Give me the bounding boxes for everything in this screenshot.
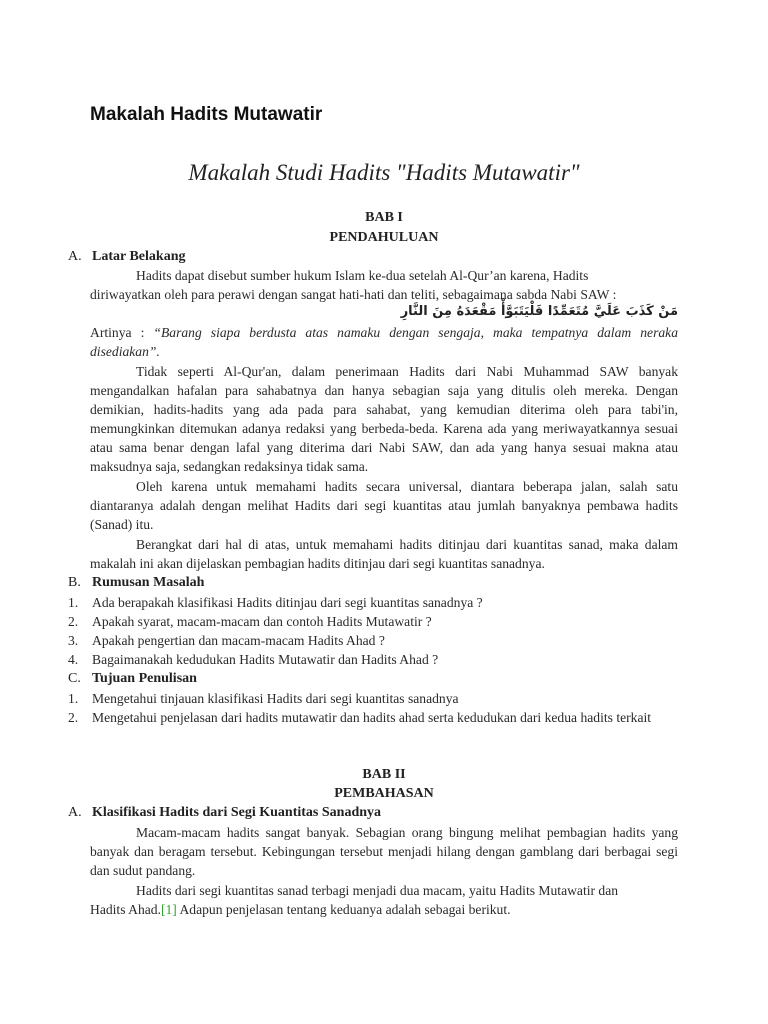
- section-a-heading: [68, 803, 381, 822]
- section-letter: A.: [68, 249, 82, 264]
- translation-text: “Barang siapa berdusta atas namaku dengan sengaja, maka tempatnya dalam neraka disediakan”.: [90, 325, 678, 359]
- bab2-name: PEMBAHASAN: [334, 786, 434, 801]
- list-number: 4.: [68, 652, 79, 667]
- paragraph: Macam-macam hadits sangat banyak. Sebagian orang bingung melihat pembagian hadits yang banyak dan beragam tersebut. Kebingungan tersebut menjadi hilang dengan gamblang dari berbagai segi dan sudut pandang.: [90, 825, 678, 878]
- section-letter: C.: [68, 671, 81, 686]
- bab1-name: PENDAHULUAN: [329, 230, 439, 245]
- paragraph-line: diriwayatkan oleh para perawi dengan sangat hati-hati dan teliti, sebagaimana sabda Nabi SAW :: [90, 287, 617, 302]
- bab2-label: BAB II: [362, 767, 406, 782]
- list-text: Apakah pengertian dan macam-macam Hadits Ahad ?: [92, 633, 385, 648]
- paragraph-line: Hadits dapat disebut sumber hukum Islam ke-dua setelah Al-Qur’an karena, Hadits: [136, 268, 589, 283]
- list-text: Ada berapakah klasifikasi Hadits ditinjau dari segi kuantitas sanadnya ?: [92, 595, 483, 610]
- paragraph-text: Adapun penjelasan tentang keduanya adalah sebagai berikut.: [176, 902, 511, 917]
- list-number: 2.: [68, 614, 79, 629]
- arabic-hadith-text: مَنْ كَذَبَ عَلَيَّ مُتَعَمِّدًا فَلْيَتَبَوَّأْ مَقْعَدَهُ مِنَ النَّارِ: [400, 304, 678, 319]
- footnote-link[interactable]: [1]: [160, 902, 177, 917]
- section-b-heading: [68, 573, 204, 592]
- main-title: Makalah Studi Hadits "Hadits Mutawatir": [188, 160, 580, 185]
- bab1-label: BAB I: [365, 210, 403, 225]
- section-title: Rumusan Masalah: [92, 575, 205, 590]
- paragraph: Tidak seperti Al-Qur'an, dalam penerimaan Hadits dari Nabi Muhammad SAW banyak mengandalkan hafalan para sahabatnya dan hanya sebagian saja yang ditulis oleh mereka. Dengan demikian, hadits-hadits yang ada pada para sahabat, yang kemudian diterima oleh para tabi'in, memungkinkan ditemukan adanya redaksi yang berbeda-beda. Karena ada yang meriwayatkannya sesuai atau sama benar dengan lafal yang diterima dari Nabi SAW, dan ada yang hanya sesuai makna atau maksudnya saja, sedangkan redaksinya tidak sama.: [90, 364, 678, 474]
- list-item: [68, 612, 678, 631]
- paragraph: Oleh karena untuk memahami hadits secara universal, diantara beberapa jalan, salah satu diantaranya adalah dengan melihat Hadits dari segi kuantitas atau jumlah banyaknya pembawa hadits (Sanad) itu.: [90, 479, 678, 532]
- paragraph-line: [90, 900, 678, 919]
- list-item: [68, 650, 678, 669]
- list-text: Bagaimanakah kedudukan Hadits Mutawatir dan Hadits Ahad ?: [92, 652, 439, 667]
- translation-paragraph: [90, 323, 678, 361]
- section-title: Tujuan Penulisan: [92, 671, 197, 686]
- list-text: Mengetahui penjelasan dari hadits mutawatir dan hadits ahad serta kedudukan dari kedua hadits terkait: [92, 710, 652, 725]
- list-item: [68, 708, 678, 727]
- list-item: [68, 689, 678, 708]
- section-letter: B.: [68, 575, 81, 590]
- list-number: 1.: [68, 691, 79, 706]
- section-title: Latar Belakang: [92, 249, 186, 264]
- list-number: 1.: [68, 595, 79, 610]
- section-c-heading: [68, 669, 197, 688]
- section-title: Klasifikasi Hadits dari Segi Kuantitas Sanadnya: [92, 805, 382, 820]
- paragraph-text: Hadits Ahad.: [90, 902, 161, 917]
- list-item: [68, 631, 678, 650]
- paragraph-line: Hadits dari segi kuantitas sanad terbagi menjadi dua macam, yaitu Hadits Mutawatir dan: [136, 883, 619, 898]
- translation-label: Artinya :: [90, 325, 154, 340]
- list-number: 2.: [68, 710, 79, 725]
- list-text: Mengetahui tinjauan klasifikasi Hadits dari segi kuantitas sanadnya: [92, 691, 459, 706]
- paragraph: Berangkat dari hal di atas, untuk memahami hadits ditinjau dari kuantitas sanad, maka dalam makalah ini akan dijelaskan pembagian hadits ditinjau dari segi kuantitas sanadnya.: [90, 537, 678, 571]
- list-item: [68, 593, 678, 612]
- section-letter: A.: [68, 805, 82, 820]
- list-number: 3.: [68, 633, 79, 648]
- document-title: Makalah Hadits Mutawatir: [90, 104, 323, 125]
- section-a-heading: [68, 247, 185, 266]
- list-text: Apakah syarat, macam-macam dan contoh Hadits Mutawatir ?: [92, 614, 432, 629]
